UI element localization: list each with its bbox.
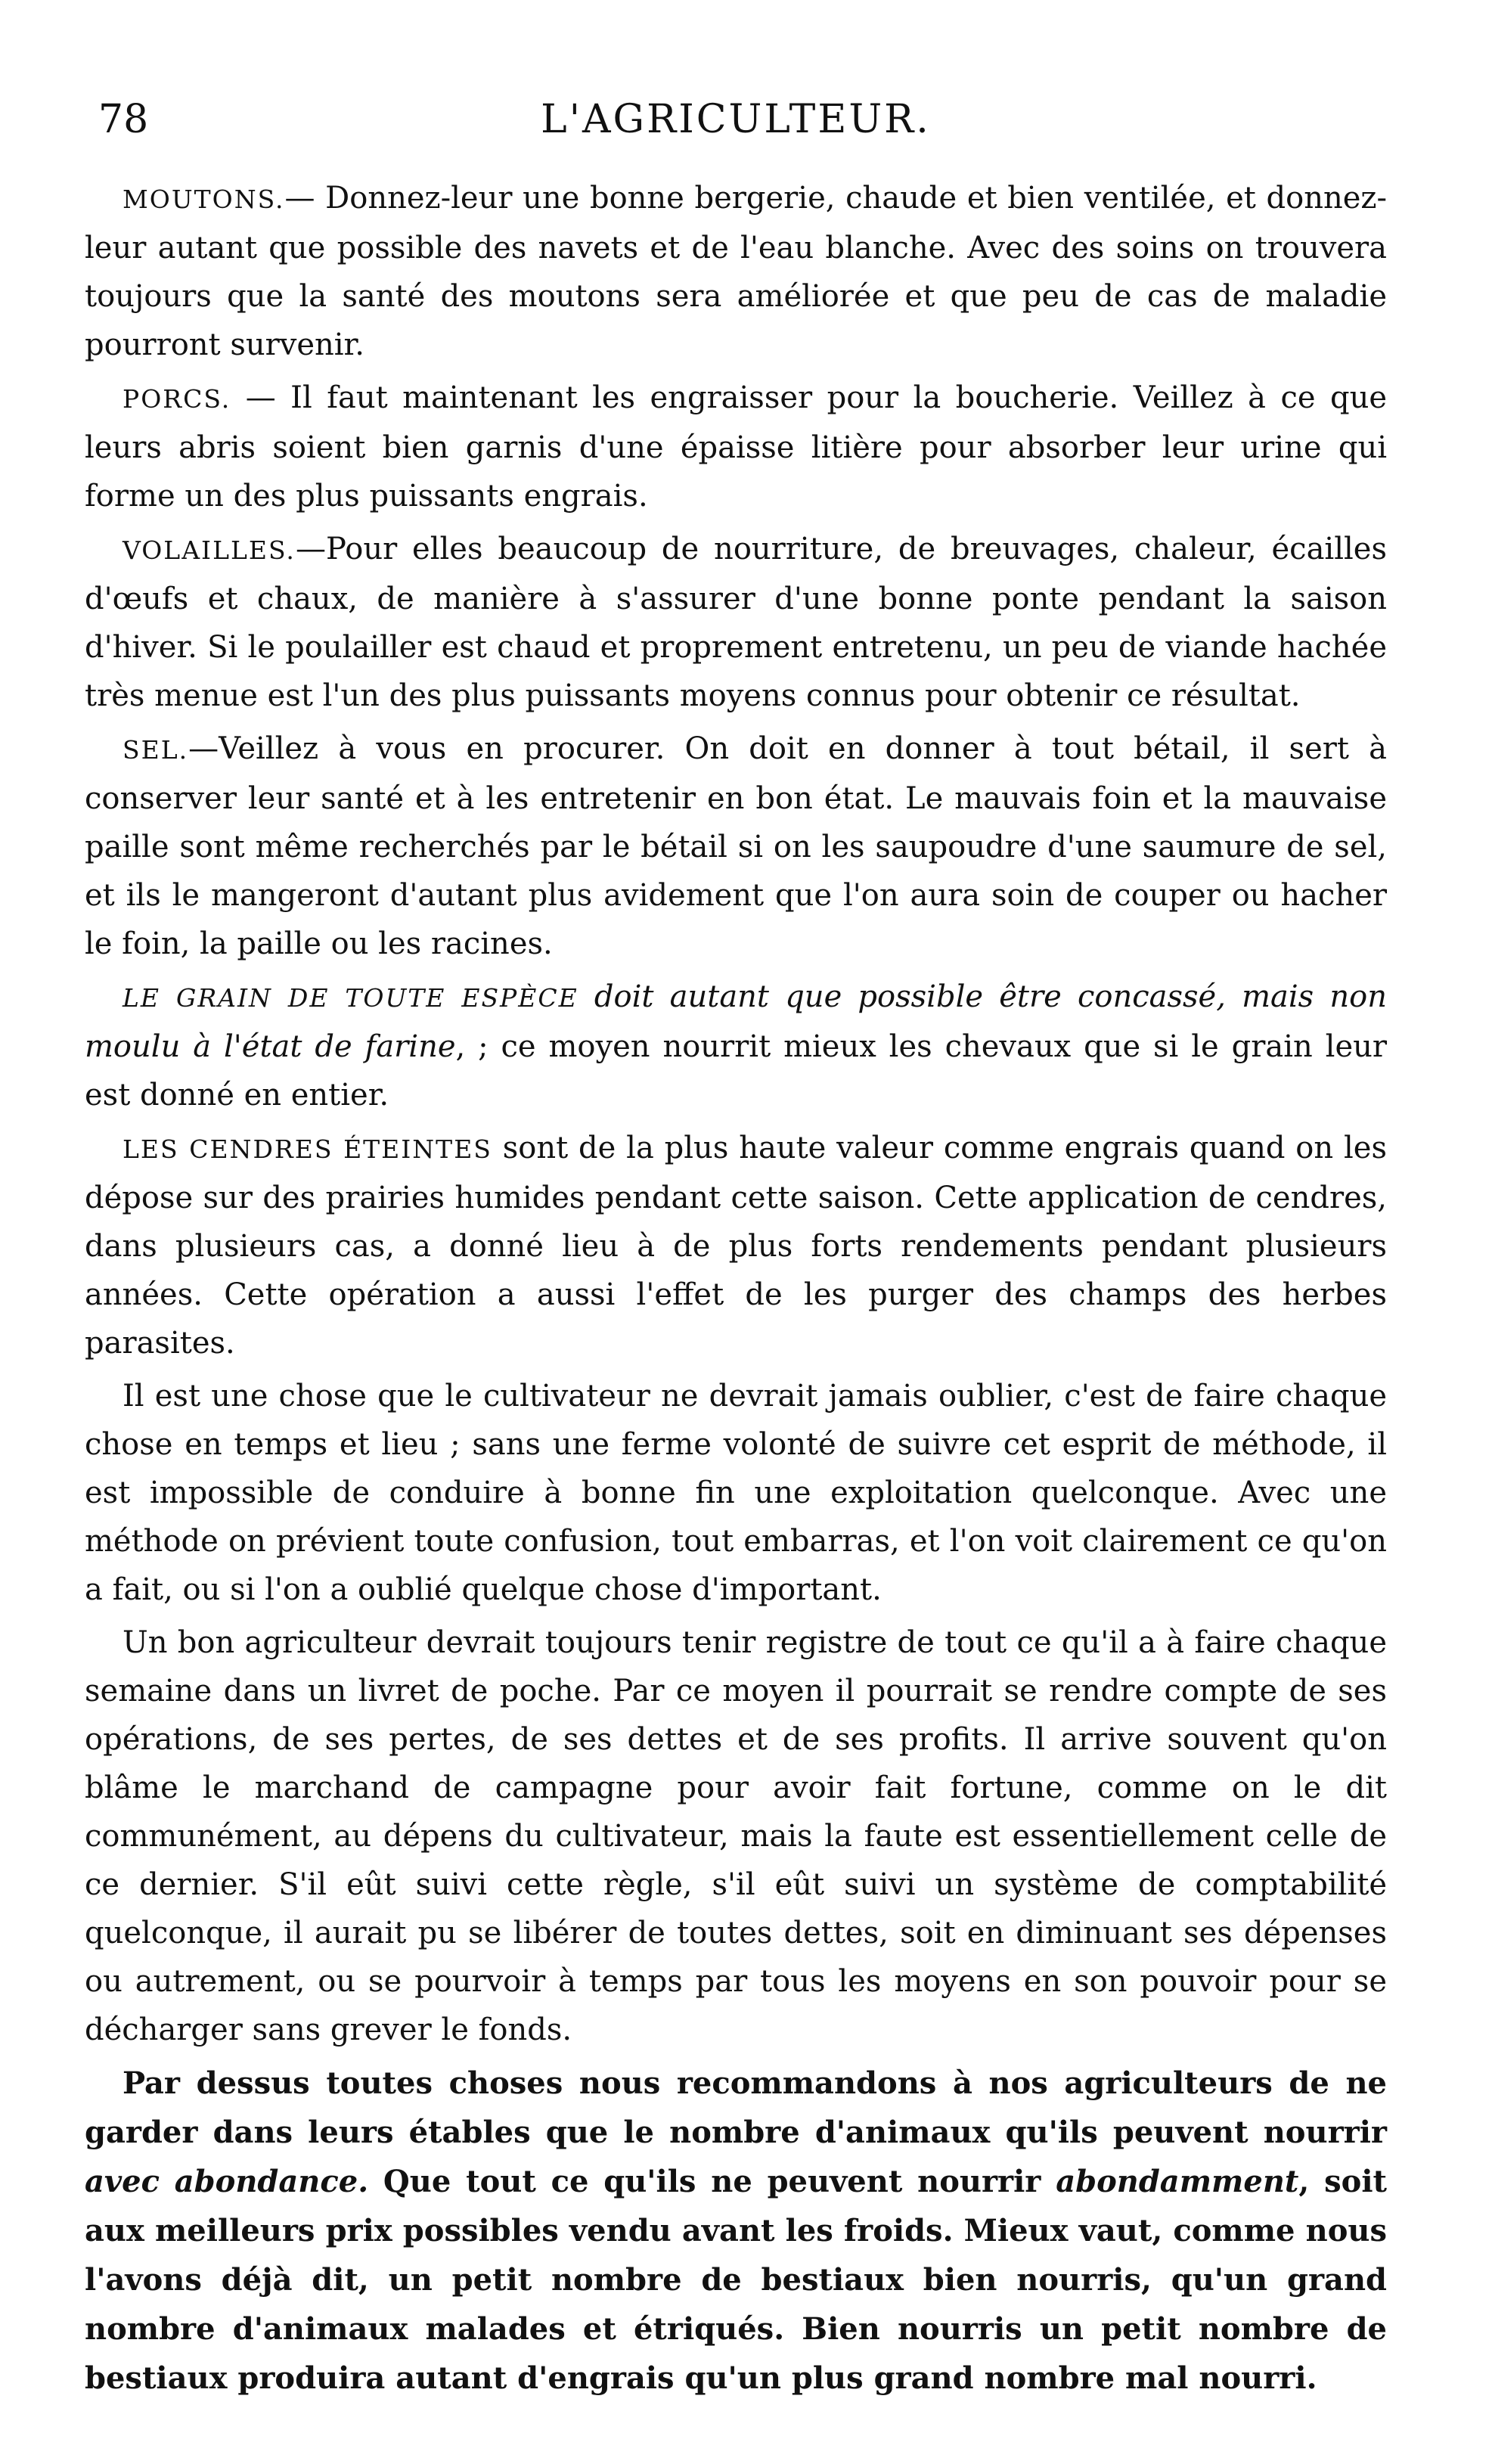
paragraph-lead: PORCS. (123, 384, 231, 414)
paragraph-emphasis: mais non moulu à l'état de farine (85, 979, 1388, 1064)
paragraph-lead: MOUTONS. (123, 185, 285, 214)
paragraph-text: — Il faut maintenant les engraisser pour la boucherie. Veillez à ce que leurs abris soient bien garnis d'une épaisse litière pour absorber leur urine qui forme un des plus puissants engrais. (85, 380, 1387, 514)
paragraph-registre: Un bon agriculteur devrait toujours tenir registre de tout ce qu'il a à faire chaque semaine dans un livret de poche. Par ce moyen il pourrait se rendre compte de ses opérations, de ses pertes, de ses dettes et de ses profits. Il arrive souvent qu'on blâme le marchand de campagne pour avoir fait fortune, comme on le dit communément, au dépens du cultivateur, mais la faute est essentiellement celle de ce dernier. S'il eût suivi cette règle, s'il eût suivi un système de comptabilité quelconque, il aurait pu se libérer de toutes dettes, soit en diminuant ses dépenses ou autrement, ou se pourvoir à temps par tous les moyens en son pouvoir pour se décharger sans grever le fonds. (85, 1625, 1387, 2047)
paragraph-text: , soit aux meilleurs prix possibles vendu avant les froids. Mieux vaut, comme nous l'avons déjà dit, un petit nombre de bestiaux bien nourris, qu'un grand nombre d'animaux malades et étriqués. Bien nourris un petit nombre de bestiaux produira autant d'engrais qu'un plus grand nombre mal nourri. (85, 2164, 1387, 2396)
page-number: 78 (98, 97, 149, 142)
paragraph-emphasis: avec abondance. (85, 2164, 369, 2199)
paragraph-methode: Il est une chose que le cultivateur ne devrait jamais oublier, c'est de faire chaque chose en temps et lieu ; sans une ferme volonté de suivre cet esprit de méthode, il est impossible de conduire à bonne fin une exploitation quelconque. Avec une méthode on prévient toute confusion, tout embarras, et l'on voit clairement ce qu'on a fait, ou si l'on a oublié quelque chose d'important. (85, 1379, 1387, 1607)
paragraph-text: Par dessus toutes choses nous recommandons à nos agriculteurs de ne garder dans leurs étables que le nombre d'animaux qu'ils peuvent nourrir (85, 2065, 1387, 2150)
paragraph-grain (85, 973, 1387, 1119)
paragraph-porcs (85, 374, 1387, 520)
paragraph-volailles (85, 525, 1387, 720)
paragraph-text: doit autant que possible être concassé, (578, 979, 1242, 1014)
paragraph-emphasis: abondamment (1056, 2164, 1299, 2199)
paragraph-conseil (85, 2059, 1387, 2403)
paragraph-lead: LE GRAIN DE TOUTE ESPÈCE (123, 983, 578, 1013)
paragraph-text: —Pour elles beaucoup de nourriture, de breuvages, chaleur, écailles d'œufs et chaux, de manière à s'assurer d'une bonne ponte pendant la saison d'hiver. Si le poulailler est chaud et proprement entretenu, un peu de viande hachée très menue est l'un des plus puissants moyens connus pour obtenir ce résultat. (85, 532, 1387, 713)
paragraph-lead: SEL. (123, 735, 189, 765)
page-body (85, 174, 1387, 2407)
running-title: L'AGRICULTEUR. (541, 97, 931, 142)
paragraph-text: sont de la plus haute valeur comme engrais quand on les dépose sur des prairies humides pendant cette saison. Cette application de cendres, dans plusieurs cas, a donné lieu à de plus forts rendements pendant plusieurs années. Cette opération a aussi l'effet de les purger des champs des herbes parasites. (85, 1131, 1387, 1361)
paragraph-text: , ; ce moyen nourrit mieux les chevaux que si le grain leur est donné en entier. (85, 1029, 1387, 1113)
paragraph-sel (85, 725, 1387, 968)
paragraph-cendres (85, 1124, 1387, 1367)
paragraph-text: — Donnez-leur une bonne bergerie, chaude et bien ventilée, et donnez-leur autant que possible des navets et de l'eau blanche. Avec des soins on trouvera toujours que la santé des moutons sera améliorée et que peu de cas de maladie pourront survenir. (85, 181, 1387, 362)
paragraph-lead: LES CENDRES ÉTEINTES (123, 1134, 492, 1164)
paragraph-lead: VOLAILLES. (123, 535, 296, 565)
page-header (85, 82, 1387, 150)
paragraph-moutons (85, 174, 1387, 369)
book-page (85, 0, 1387, 2464)
paragraph-text: —Veillez à vous en procurer. On doit en donner à tout bétail, il sert à conserver leur santé et à les entretenir en bon état. Le mauvais foin et la mauvaise paille sont même recherchés par le bétail si on les saupoudre d'une saumure de sel, et ils le mangeront d'autant plus avidement que l'on aura soin de couper ou hacher le foin, la paille ou les racines. (85, 731, 1387, 961)
paragraph-text: Que tout ce qu'ils ne peuvent nourrir (368, 2164, 1056, 2199)
